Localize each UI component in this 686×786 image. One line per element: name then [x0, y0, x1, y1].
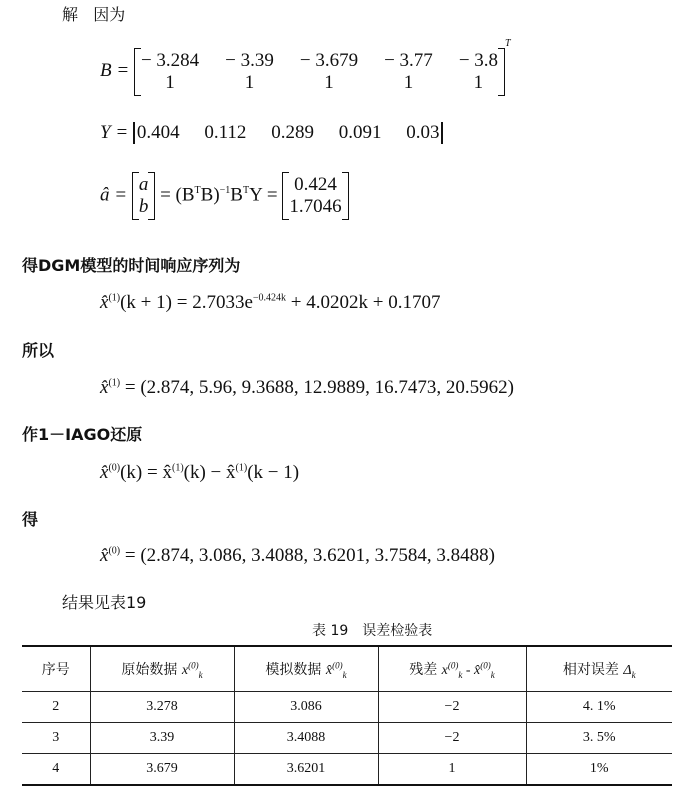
- header-relative-error: [526, 646, 672, 692]
- vector-cell: 0.03: [406, 122, 440, 143]
- equation-B: [100, 38, 511, 96]
- table-cell: 3.086: [234, 692, 378, 723]
- matrix-cell: − 3.77: [384, 49, 433, 71]
- vector-cell: 0.424: [294, 174, 337, 195]
- vector-result: [282, 172, 348, 220]
- matrix-cell: − 3.39: [225, 49, 274, 71]
- text-iago: 作1－IAGO还原: [22, 425, 143, 444]
- header-sup: (0): [332, 659, 343, 670]
- eq-part: B: [230, 184, 243, 206]
- text-so: 所以: [22, 341, 55, 360]
- transpose-sup: T: [505, 38, 511, 49]
- equation-x1: [100, 377, 514, 399]
- header-residual: [378, 646, 526, 692]
- text-get: 得: [22, 510, 39, 529]
- table-cell: 4: [22, 754, 90, 786]
- eq-sup: −1: [219, 185, 231, 197]
- header-sub: k: [631, 669, 636, 680]
- eq-part: Y =: [249, 184, 278, 206]
- table-header-row: [22, 646, 672, 692]
- vector-cell: 0.091: [338, 122, 382, 143]
- eq-sup: (0): [108, 462, 121, 474]
- table-cell: 3.39: [90, 723, 234, 754]
- equation-a-hat: [100, 172, 349, 220]
- header-sub: k: [490, 669, 495, 680]
- header-text: 残差: [409, 661, 442, 678]
- eq-part: (k + 1) = 2.7033e: [120, 292, 253, 313]
- header-math: x: [441, 662, 448, 678]
- matrix-cell: 1: [165, 71, 175, 93]
- header-sup: (0): [480, 659, 491, 670]
- vector-cell: 0.112: [204, 122, 247, 143]
- header-text: 相对误差: [562, 661, 624, 678]
- vector-cell: a: [138, 174, 149, 195]
- eq-sup: −0.424k: [252, 292, 287, 304]
- vector-cell: 0.404: [136, 122, 180, 143]
- vector-ab: [132, 172, 156, 220]
- eq-sup: (1): [235, 462, 248, 474]
- eq-sup: (1): [108, 292, 121, 304]
- header-sub: k: [458, 669, 463, 680]
- eq-sup: (1): [108, 377, 121, 389]
- eq-part: = (2.874, 5.96, 9.3688, 12.9889, 16.7473, 20.5962): [124, 377, 514, 398]
- table-cell: 3. 5%: [526, 723, 672, 754]
- table-cell: 3.278: [90, 692, 234, 723]
- error-table: [22, 645, 672, 786]
- table-cell: 3: [22, 723, 90, 754]
- table-cell: −2: [378, 692, 526, 723]
- header-math: - x̂: [462, 662, 481, 678]
- header-math: Δ: [623, 662, 632, 678]
- matrix-cell: 1: [324, 71, 334, 93]
- table-row: [22, 723, 672, 754]
- header-index: [22, 646, 90, 692]
- equation-iago: [100, 462, 299, 484]
- eq-part: (k) − x̂: [183, 462, 236, 483]
- table-cell: 4. 1%: [526, 692, 672, 723]
- eq-part: x̂: [100, 545, 109, 566]
- vector-cell: 1.7046: [289, 196, 342, 217]
- equation-x0: [100, 545, 495, 567]
- matrix-cell: − 3.8: [458, 49, 499, 71]
- table-cell: 3.4088: [234, 723, 378, 754]
- header-text: 序号: [41, 662, 70, 678]
- header-sup: (0): [188, 659, 199, 670]
- eq-sup: (0): [108, 545, 121, 557]
- eq-part: x̂: [100, 377, 109, 398]
- eq-part: x̂: [100, 292, 109, 313]
- matrix-cell: 1: [244, 71, 255, 93]
- header-sup: (0): [447, 659, 459, 670]
- eq-part: = (2.874, 3.086, 3.4088, 3.6201, 3.7584, 3.8488): [124, 545, 495, 566]
- header-math: x̂: [325, 662, 333, 678]
- matrix-cell: 1: [403, 71, 414, 93]
- text-dgm: 得DGM模型的时间响应序列为: [22, 256, 241, 275]
- matrix-cell: 1: [473, 71, 484, 93]
- eq-sup: T: [194, 185, 201, 197]
- vector-Y: [133, 122, 444, 144]
- header-simulated: [234, 646, 378, 692]
- table-row: [22, 754, 672, 786]
- vector-cell: 0.289: [271, 122, 314, 143]
- matrix-cell: − 3.679: [299, 49, 359, 71]
- eq-part: + 4.0202k + 0.1707: [290, 292, 441, 313]
- matrix-B: [134, 48, 505, 96]
- intro-text: 因为: [93, 5, 126, 24]
- solution-label: 解: [62, 5, 79, 24]
- header-math: x: [181, 662, 189, 678]
- eq-lhs: B =: [100, 60, 130, 81]
- header-sub: k: [342, 669, 347, 680]
- table-cell: 1%: [526, 754, 672, 786]
- eq-part: (k − 1): [247, 462, 300, 483]
- eq-lhs: â =: [100, 184, 128, 206]
- eq-part: x̂: [100, 462, 109, 483]
- table-cell: 1: [378, 754, 526, 786]
- table-cell: 3.6201: [234, 754, 378, 786]
- eq-sup: (1): [171, 462, 184, 474]
- eq-part: B): [200, 184, 220, 206]
- header-text: 原始数据: [121, 661, 182, 678]
- table-caption: 表 19 误差检验表: [312, 623, 433, 639]
- header-original: [90, 646, 234, 692]
- matrix-cell: − 3.284: [140, 49, 200, 71]
- text-result: 结果见表19: [62, 593, 147, 612]
- equation-Y: [100, 122, 443, 144]
- equation-response: [100, 292, 440, 314]
- header-sub: k: [198, 669, 203, 680]
- eq-part: (k) = x̂: [120, 462, 172, 483]
- eq-lhs: Y =: [100, 122, 129, 143]
- table-row: [22, 692, 672, 723]
- eq-sup: T: [242, 185, 250, 197]
- table-cell: 3.679: [90, 754, 234, 786]
- header-text: 模拟数据: [265, 661, 326, 678]
- table-cell: −2: [378, 723, 526, 754]
- eq-part: = (B: [160, 184, 195, 206]
- vector-cell: b: [138, 196, 149, 217]
- table-cell: 2: [22, 692, 90, 723]
- intro-line: [62, 2, 125, 25]
